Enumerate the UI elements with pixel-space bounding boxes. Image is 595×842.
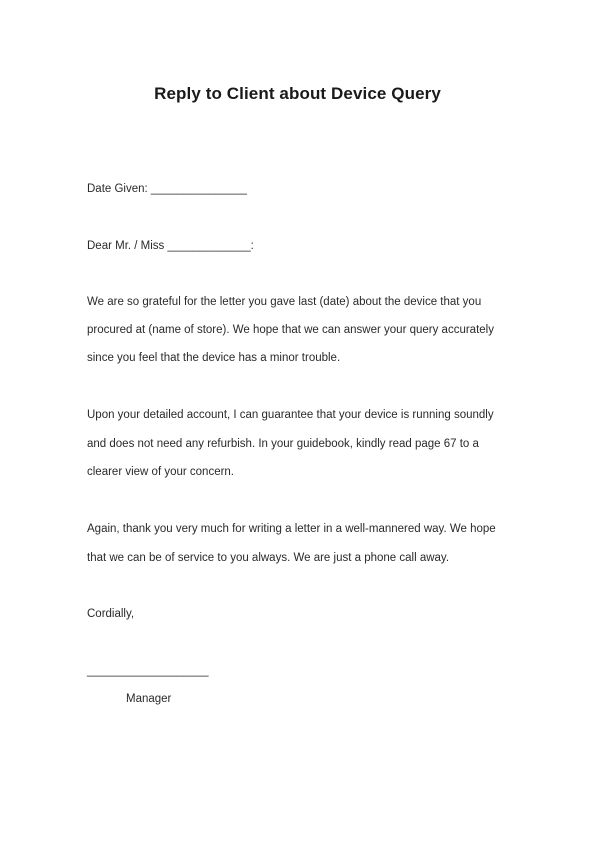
paragraph-2-line-3: clearer view of your concern. xyxy=(87,466,235,478)
paragraph-2-line-2: and does not need any refurbish. In your guidebook, kindly read page 67 to a xyxy=(87,438,479,450)
paragraph-3-line-2: that we can be of service to you always. We are just a phone call away. xyxy=(87,552,450,564)
closing: Cordially, xyxy=(87,608,135,620)
paragraph-1-line-1: We are so grateful for the letter you gave last (date) about the device that you xyxy=(87,296,482,308)
paragraph-1-line-3: since you feel that the device has a minor trouble. xyxy=(87,352,341,364)
signature-line: ___________________ xyxy=(87,665,209,677)
salutation: Dear Mr. / Miss _____________: xyxy=(87,240,254,252)
paragraph-2-line-1: Upon your detailed account, I can guarantee that your device is running soundly xyxy=(87,409,494,421)
paragraph-3-line-1: Again, thank you very much for writing a letter in a well-mannered way. We hope xyxy=(87,523,496,535)
letter-title: Reply to Client about Device Query xyxy=(154,84,441,103)
paragraph-1-line-2: procured at (name of store). We hope that we can answer your query accurately xyxy=(87,324,494,336)
date-given-line: Date Given: _______________ xyxy=(87,183,247,195)
signer-title: Manager xyxy=(126,693,172,705)
